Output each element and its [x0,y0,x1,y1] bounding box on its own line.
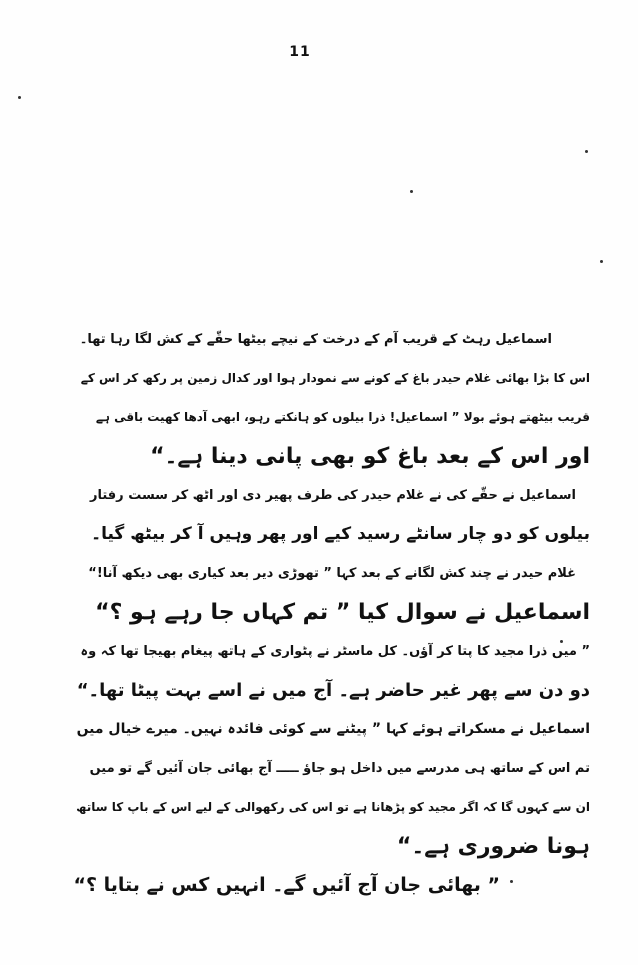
text-line: دو دن سے پھر غیر حاضر ہے۔ آج میں نے اسے بہت پیٹا تھا۔“ [76,680,590,701]
text-line: ان سے کہوں گا کہ اگر مجید کو پڑھانا ہے تو اس کی رکھوالی کے لیے اس کے باپ کا ساتھ [76,800,590,814]
text-line: غلام حیدر نے چند کش لگانے کے بعد کہا ” تھوڑی دیر بعد کیاری بھی دیکھ آنا!“ [88,566,576,581]
scan-speck [600,260,603,263]
scan-speck [585,150,588,153]
text-line: بیلوں کو دو چار سانٹے رسید کیے اور پھر وہیں آ کر بیٹھ گیا۔ [91,524,590,544]
text-line: ” بھائی جان آج آئیں گے۔ انہیں کس نے بتایا ؟“ [73,874,500,896]
text-line: اسماعیل نے حقّے کی نے غلام حیدر کی طرف پھیر دی اور اٹھ کر سست رفتار [90,488,576,503]
scan-speck [410,190,413,193]
text-line: تم اس کے ساتھ ہی مدرسے میں داخل ہو جاؤ ـــــ آج بھائی جان آئیں گے تو میں [89,761,590,776]
scan-speck [18,96,21,99]
text-line: ہونا ضروری ہے۔“ [396,834,590,859]
text-line: اس کا بڑا بھائی غلام حیدر باغ کے کونے سے نمودار ہوا اور کدال زمین پر رکھ کر اس کے [80,371,590,385]
text-line: اور اس کے بعد باغ کو بھی پانی دینا ہے۔“ [150,444,590,469]
urdu-text-body [70,320,590,905]
text-line: اسماعیل نے سوال کیا ” تم کہاں جا رہے ہو ؟“ [95,600,590,625]
text-line: اسماعیل رہٹ کے قریب آم کے درخت کے نیچے بیٹھا حقّے کے کش لگا رہا تھا۔ [79,332,552,347]
text-line: قریب بیٹھتے ہوئے بولا ” اسماعیل! ذرا بیلوں کو ہانکتے رہو، ابھی آدھا کھیت باقی ہے [95,410,590,424]
text-line: اسماعیل نے مسکراتے ہوئے کہا ” پیٹنے سے کوئی فائدہ نہیں۔ میرے خیال میں [76,721,590,737]
text-line: ” میں ذرا مجید کا پتا کر آؤں۔ کل ماسٹر نے پٹواری کے ہاتھ پیغام بھیجا تھا کہ وہ [80,644,590,659]
page-number: 11 [289,44,311,60]
